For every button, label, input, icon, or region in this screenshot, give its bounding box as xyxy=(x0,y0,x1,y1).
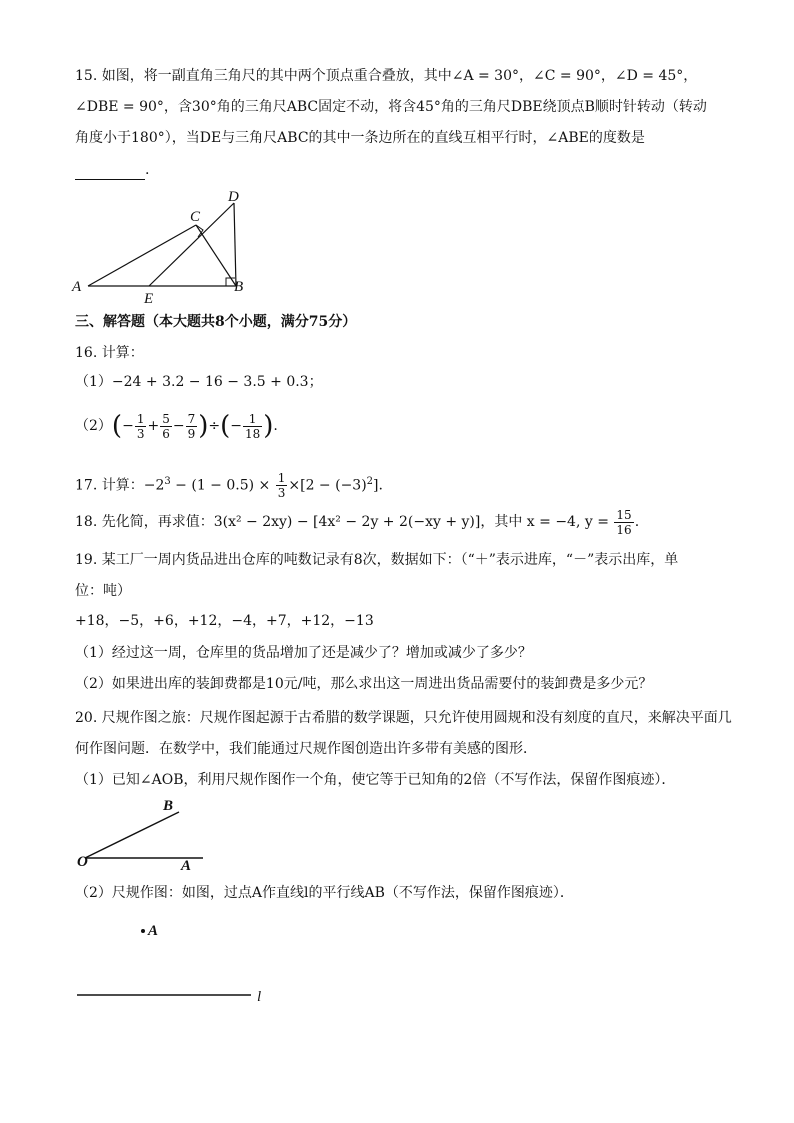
q15-triangle-figure xyxy=(70,185,260,305)
label-D: D xyxy=(228,189,239,205)
q17-expression: 17. 计算：$-2^3 - (1 - 0.5)$ × $\frac{1}{3}$ $\times[2 - (-3)^2]$. xyxy=(75,471,383,501)
q16-p2-label: （2） xyxy=(75,418,112,434)
fraction: $\frac{1}{18}$ xyxy=(244,411,261,441)
q15-period: . xyxy=(145,162,150,178)
angle-aob-figure xyxy=(75,798,215,874)
label-A: A xyxy=(148,923,159,939)
q15-line3: 角度小于180°），当DE与三角尺ABC的其中一条边所在的直线互相平行时，∠ABE的度数是 xyxy=(75,130,645,146)
label-A: A xyxy=(181,858,192,874)
q20-part1: （1）已知∠AOB，利用尺规作图作一个角，使它等于已知角的2倍（不写作法，保留作图痕迹）． xyxy=(75,772,676,788)
label-C: C xyxy=(190,209,201,225)
label-O: O xyxy=(77,854,88,870)
section-title: 三、解答题（本大题共8个小题，满分75分） xyxy=(75,314,357,330)
label-B: B xyxy=(163,798,174,814)
q15-answer-line xyxy=(75,160,149,180)
answer-blank xyxy=(75,165,145,180)
fraction: $\frac{5}{6}$ xyxy=(162,411,170,441)
label-B: B xyxy=(234,279,244,295)
fraction: $\frac{15}{16}$ xyxy=(616,507,632,537)
q19-part2: （2）如果进出库的装卸费都是10元/吨，那么求出这一周进出货品需要付的装卸费是多少元？ xyxy=(75,676,653,692)
q19-line1: 19. 某工厂一周内货品进出仓库的吨数记录有8次，数据如下：（“＋”表示进库，“－”表示出库，单 xyxy=(75,552,679,568)
q15-line2: ∠DBE = 90°，含30°角的三角尺ABC固定不动，将含45°角的三角尺DBE绕顶点B顺时针转动（转动 xyxy=(75,99,707,115)
q16-part2: （2）(− $\frac{1}{3}$ + $\frac{5}{6}$ − $\frac{7}{9}$ )÷(− $\frac{1}{18}$ ). xyxy=(75,411,278,441)
label-A: A xyxy=(72,279,82,295)
q17-head: 17. 计算：−2 xyxy=(75,477,165,494)
parallel-line-figure xyxy=(75,915,275,1010)
q19-line2: 位：吨） xyxy=(75,583,131,599)
q19-part1: （1）经过这一周，仓库里的货品增加了还是减少了？增加或减少了多少？ xyxy=(75,645,532,661)
label-E: E xyxy=(144,291,154,307)
fraction: $\frac{1}{3}$ xyxy=(136,411,145,441)
fraction: $\frac{1}{3}$ xyxy=(277,471,286,501)
q20-part2: （2）尺规作图：如图，过点A作直线l的平行线AB（不写作法，保留作图痕迹）． xyxy=(75,885,574,901)
q18-expression: 18. 先化简，再求值：3(x² − 2xy) − [4x² − 2y + 2(−xy + y)]，其中 x = −4, y = $\frac{15}{16}$ . xyxy=(75,507,640,537)
q20-line2: 何作图问题．在数学中，我们能通过尺规作图创造出许多带有美感的图形． xyxy=(75,741,537,757)
q19-data: +18，−5，+6，+12，−4，+7，+12，−13 xyxy=(75,613,374,629)
q16-head: 16. 计算： xyxy=(75,345,144,361)
point-A-dot xyxy=(141,929,145,933)
q20-line1: 20. 尺规作图之旅：尺规作图起源于古希腊的数学课题，只允许使用圆规和没有刻度的直尺，来解决平面几 xyxy=(75,710,732,726)
q16-part1: （1）−24 + 3.2 − 16 − 3.5 + 0.3； xyxy=(75,374,323,390)
label-l: l xyxy=(257,989,262,1005)
q15-line1: 15. 如图，将一副直角三角尺的其中两个顶点重合叠放，其中∠A = 30°，∠C = 90°，∠D = 45°， xyxy=(75,68,698,84)
q18-head: 18. 先化简，再求值：3(x² − 2xy) − [4x² − 2y + 2(−xy + y)]，其中 x = −4, y = xyxy=(75,514,614,530)
fraction: $\frac{7}{9}$ xyxy=(187,411,196,441)
